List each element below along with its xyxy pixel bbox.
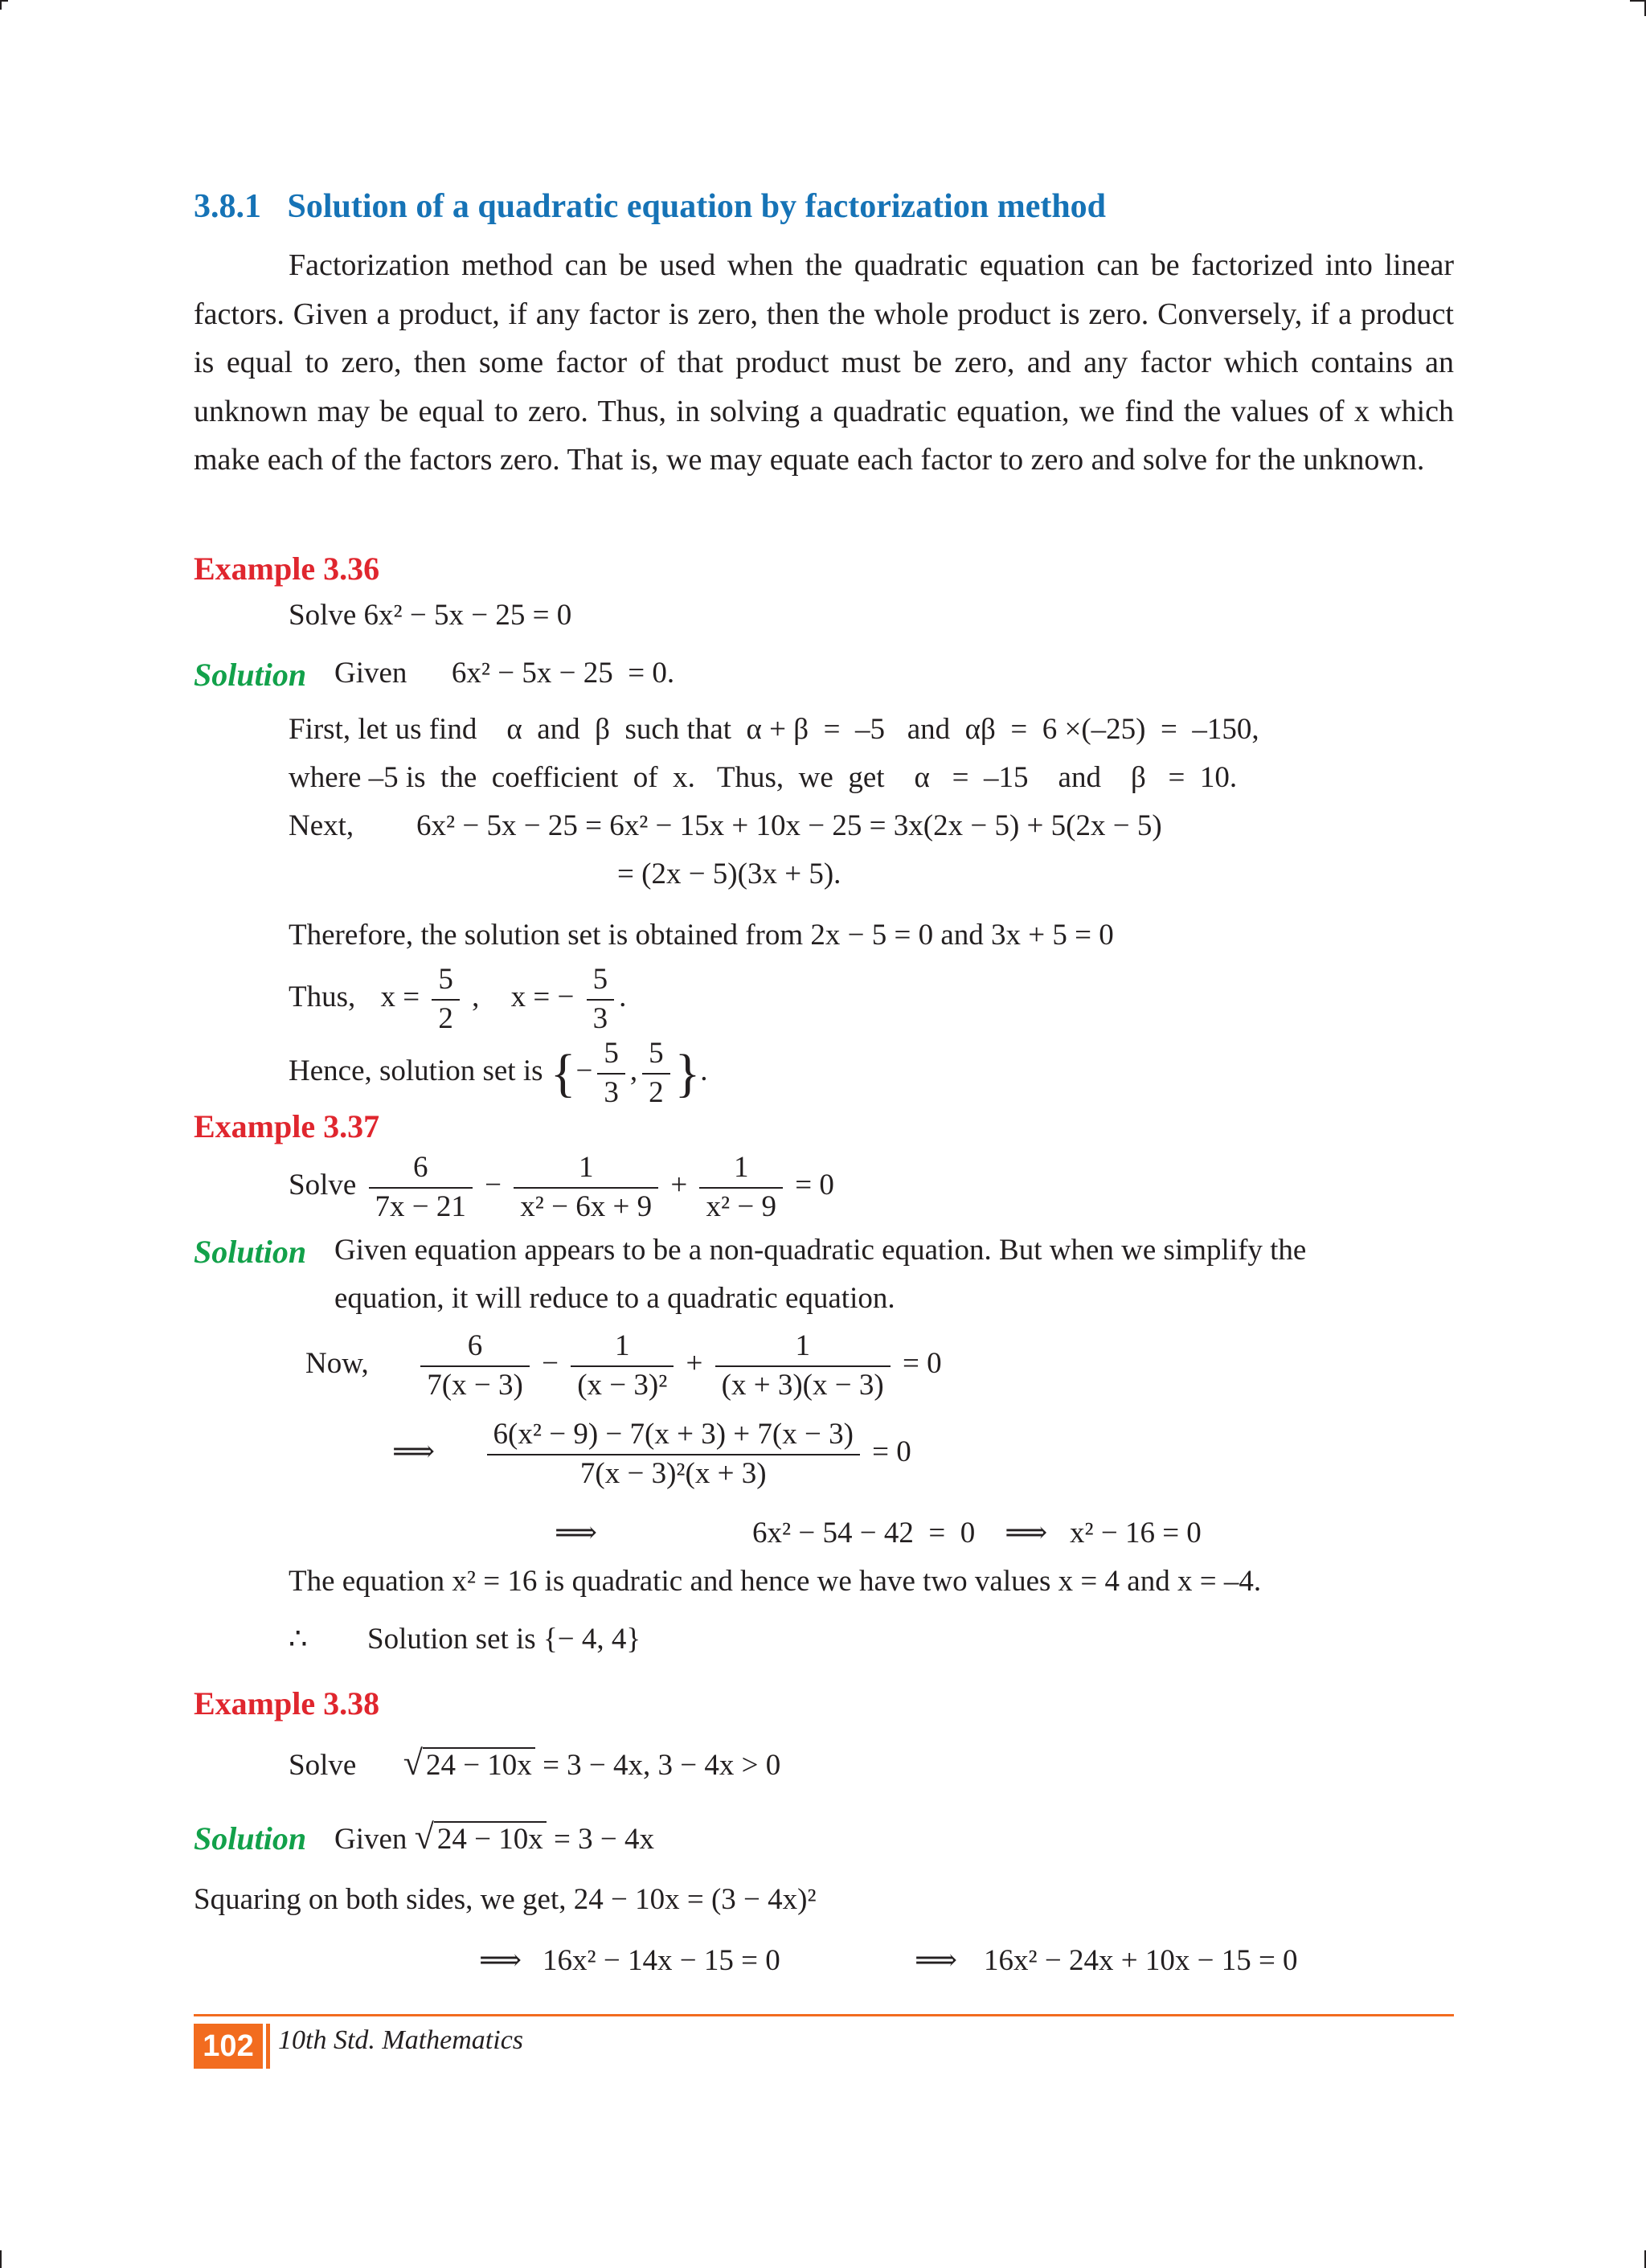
x1-denominator: 2 [438, 1001, 453, 1035]
denominator: 7(x − 3) [427, 1368, 523, 1402]
example-3-38-problem [289, 1742, 780, 1785]
radicand: 24 − 10x [423, 1747, 535, 1782]
given-rest: = 3 − 4x [553, 1823, 654, 1856]
radical-sign: √ [403, 1743, 423, 1783]
square-root [415, 1816, 547, 1859]
answer-label: Hence, solution set is [289, 1054, 543, 1088]
crop-mark-top-right-h [1630, 0, 1646, 2]
minus-sign: − [575, 1054, 593, 1088]
x2-label: x = − [510, 980, 575, 1014]
implies-arrow: ⟹ [392, 1435, 436, 1469]
example-3-36-line3: 6x² − 5x − 25 = 6x² − 15x + 10x − 25 = 3x(2x − 5) + 5(2x − 5) [416, 809, 1162, 842]
section-title: Solution of a quadratic equation by factorization method [287, 188, 1107, 225]
book-title: 10th Std. Mathematics [278, 2025, 524, 2055]
numerator: 1 [571, 1329, 674, 1367]
x2-numerator: 5 [587, 963, 615, 1001]
x1-numerator: 5 [432, 963, 460, 1001]
denominator: 7(x − 3)²(x + 3) [579, 1456, 767, 1490]
intro-text: Factorization method can be used when the quadratic equation can be factorized into linear factors. Given a product, if any factor is zero, then the whole product is zero. Conversely, if a product is equal to zero, then some factor of that product must be zero, and any factor which contains an unknown may be equal to zero. Thus, in solving a quadratic equation, we find the values of x which make each of the factors zero. That is, we may equate each factor to zero and solve for the unknown. [194, 248, 1454, 477]
example-3-36-solution-label: Solution [194, 657, 307, 693]
answer-fraction-b [642, 1037, 670, 1110]
now-label: Now, [305, 1347, 369, 1381]
example-3-38-step2-arrow: ⟹ [915, 1944, 958, 1977]
comma: , [472, 980, 480, 1014]
comma: , [629, 1054, 638, 1088]
period: . [619, 980, 627, 1014]
now-fraction-2 [571, 1329, 674, 1402]
period: . [700, 1054, 708, 1088]
example-3-37-solution-line1: Given equation appears to be a non-quadratic equation. But when we simplify the [334, 1234, 1307, 1267]
example-3-36-answer-row [289, 1037, 708, 1110]
numerator: 1 [699, 1151, 782, 1189]
denominator: (x + 3)(x − 3) [721, 1368, 884, 1402]
right-brace: } [674, 1043, 701, 1103]
example-3-38-step1-arrow: ⟹ [479, 1944, 522, 1977]
given-label: Given [334, 1823, 407, 1856]
page-number-divider [266, 2024, 270, 2069]
example-3-36-thus-row [289, 963, 626, 1036]
example-3-37-solution-label: Solution [194, 1234, 307, 1270]
radicand: 24 − 10x [434, 1821, 547, 1856]
example-3-36-heading: Example 3.36 [194, 551, 380, 587]
problem-fraction-2 [514, 1151, 658, 1224]
example-3-36-given: Given 6x² − 5x − 25 = 0. [334, 657, 675, 690]
numerator: 6(x² − 9) − 7(x + 3) + 7(x − 3) [487, 1418, 860, 1455]
intro-paragraph [194, 241, 1454, 485]
square-root [403, 1742, 535, 1785]
answer-b-denominator: 2 [649, 1075, 664, 1109]
example-3-36-line1: First, let us find α and β such that α + β = –5 and αβ = 6 ×(–25) = –150, [289, 713, 1259, 746]
problem-fraction-3 [699, 1151, 782, 1224]
example-3-36-line5: Therefore, the solution set is obtained from 2x − 5 = 0 and 3x + 5 = 0 [289, 919, 1114, 952]
example-3-38-squaring: Squaring on both sides, we get, 24 − 10x = (3 − 4x)² [194, 1883, 817, 1916]
example-3-37-solution-set: Solution set is {− 4, 4} [367, 1623, 641, 1656]
x1-label: x = [380, 980, 420, 1014]
denominator: 7x − 21 [375, 1189, 466, 1223]
example-3-37-solution-line2: equation, it will reduce to a quadratic equation. [334, 1282, 895, 1315]
example-3-38-solution-label: Solution [194, 1820, 307, 1857]
denominator: x² − 6x + 9 [520, 1189, 653, 1223]
answer-b-numerator: 5 [642, 1037, 670, 1075]
plus-operator: + [686, 1347, 703, 1381]
denominator: x² − 9 [706, 1189, 776, 1223]
example-3-37-heading: Example 3.37 [194, 1108, 380, 1144]
now-fraction-3 [715, 1329, 891, 1402]
numerator: 1 [514, 1151, 658, 1189]
now-rhs: = 0 [902, 1347, 942, 1381]
example-3-37-step3-arrow: ⟹ [555, 1517, 598, 1550]
problem-rest: = 3 − 4x, 3 − 4x > 0 [543, 1749, 781, 1782]
x2-fraction [587, 963, 615, 1036]
x1-fraction [432, 963, 460, 1036]
minus-operator: − [485, 1169, 502, 1202]
section-number: 3.8.1 [194, 188, 261, 225]
example-3-38-step1: 16x² − 14x − 15 = 0 [543, 1944, 780, 1977]
example-3-37-step2-row [392, 1418, 911, 1491]
therefore-symbol: ∴ [289, 1623, 308, 1656]
example-3-36-next-label: Next, [289, 809, 354, 842]
page-number: 102 [194, 2024, 263, 2069]
solve-label: Solve [289, 1169, 357, 1202]
numerator: 6 [369, 1151, 473, 1189]
example-3-37-conclusion: The equation x² = 16 is quadratic and hence we have two values x = 4 and x = –4. [289, 1565, 1262, 1598]
minus-operator: − [542, 1347, 559, 1381]
denominator: (x − 3)² [577, 1368, 668, 1402]
crop-mark-bottom-left-v [0, 2250, 2, 2268]
equals-zero: = 0 [795, 1169, 834, 1202]
step2-rhs: = 0 [872, 1435, 911, 1469]
now-fraction-1 [420, 1329, 530, 1402]
step2-fraction [487, 1418, 860, 1491]
numerator: 6 [420, 1329, 530, 1367]
answer-a-denominator: 3 [604, 1075, 619, 1109]
example-3-36-line2: where –5 is the coefficient of x. Thus, we get α = –15 and β = 10. [289, 761, 1238, 794]
plus-operator: + [670, 1169, 688, 1202]
example-3-36-line4: = (2x − 5)(3x + 5). [617, 858, 841, 890]
example-3-38-given [334, 1816, 654, 1859]
problem-fraction-1 [369, 1151, 473, 1224]
example-3-37-problem [289, 1151, 834, 1224]
x2-denominator: 3 [592, 1001, 608, 1035]
radical-sign: √ [414, 1817, 434, 1857]
answer-fraction-a [597, 1037, 625, 1110]
example-3-38-step2: 16x² − 24x + 10x − 15 = 0 [984, 1944, 1298, 1977]
example-3-37-step3: 6x² − 54 − 42 = 0 ⟹ x² − 16 = 0 [752, 1517, 1202, 1550]
answer-a-numerator: 5 [597, 1037, 625, 1075]
example-3-36-problem: Solve 6x² − 5x − 25 = 0 [289, 599, 572, 632]
numerator: 1 [715, 1329, 891, 1367]
crop-mark-top-left-v [0, 0, 2, 10]
example-3-37-now-row [305, 1329, 942, 1402]
section-heading [194, 186, 1106, 227]
left-brace: { [550, 1043, 576, 1103]
solve-label: Solve [289, 1749, 357, 1782]
example-3-38-heading: Example 3.38 [194, 1685, 380, 1721]
thus-label: Thus, [289, 980, 356, 1014]
footer-rule [194, 2014, 1454, 2016]
